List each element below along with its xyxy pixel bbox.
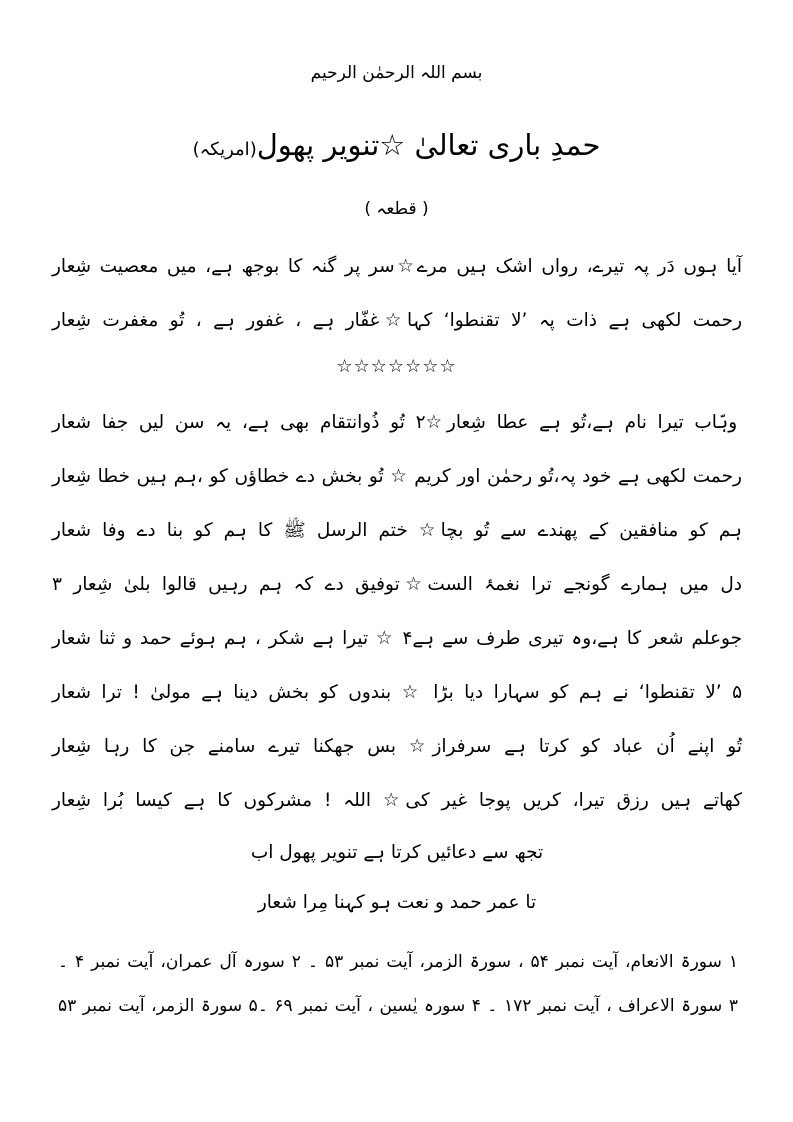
verse-line: تُو اپنے اُن عباد کو کرتا ہے سرفراز☆ بس جھکنا تیرے سامنے جن کا رہا شِعار xyxy=(52,736,742,757)
verse-line: وہّاب تیرا نام ہے،تُو ہے عطا شِعار☆۲ تُو ذُوانتقام بھی ہے، یہ سن لیں جفا شعار xyxy=(52,412,738,433)
verse-line: رحمت لکھی ہے خود پہ،تُو رحمٰن اور کریم ☆ تُو بخش دے خطاؤں کو ،ہم ہیں خطا شِعار xyxy=(52,466,742,487)
title-place: (امریکہ) xyxy=(192,139,257,160)
poem-form-label: ( قطعہ ) xyxy=(364,199,429,219)
closing-line: تجھ سے دعائیں کرتا ہے تنویر پھول اب xyxy=(250,842,544,863)
footnote: ۱ سورۃ الانعام، آیت نمبر ۵۴ ، سورۃ الزمر، آیت نمبر ۵۳ ۔ ۲ سورہ آل عمران، آیت نمبر ۴ ۔ xyxy=(58,952,738,972)
footnote: ۳ سورۃ الاعراف ، آیت نمبر ۱۷۲ ۔ ۴ سورہ یٰسین ، آیت نمبر ۶۹ ۔۵ سورۃ الزمر، آیت نمبر ۵۳ xyxy=(58,996,738,1016)
verse-line: کھاتے ہیں رزق تیرا، کریں پوجا غیر کی☆ اللہ ! مشرکوں کا ہے کیسا بُرا شِعار xyxy=(52,790,742,811)
verse-line: ۵ ’لا تقنطوا‘ نے ہم کو سہارا دیا بڑا ☆ بندوں کو بخش دینا ہے مولیٰ ! ترا شعار xyxy=(52,682,742,703)
verse-line: ہم کو منافقین کے پھندے سے تُو بچا☆ ختم الرسل ﷺ کا ہم کو بنا دے وفا شعار xyxy=(52,520,742,541)
closing-line: تا عمر حمد و نعت ہو کہنا مِرا شعار xyxy=(257,892,537,913)
bismillah: بسم اللہ الرحمٰن الرحیم xyxy=(310,63,483,83)
verse-line: جوعلم شعر کا ہے،وہ تیری طرف سے ہے۴ ☆ تیرا ہے شکر ، ہم ہوئے حمد و ثنا شعار xyxy=(52,628,743,649)
verse-line: دل میں ہمارے گونجے ترا نغمۂ الست☆توفیق دے کہ ہم رہیں قالوا بلیٰ شِعار ۳ xyxy=(52,574,742,595)
star-separator: ☆☆☆☆☆☆☆ xyxy=(336,356,457,377)
page-title xyxy=(0,128,793,162)
qita-line: آیا ہوں دَر پہ تیرے، رواں اشک ہیں مرے☆سر پر گنہ کا بوجھ ہے، میں معصیت شِعار xyxy=(52,256,742,277)
qita-line: رحمت لکھی ہے ذات پہ ’لا تقنطوا‘ کہا☆غفّار ہے ، غفور ہے ، تُو مغفرت شِعار xyxy=(52,310,742,331)
title-text: حمدِ باری تعالیٰ ☆تنویر پھول xyxy=(256,128,601,162)
